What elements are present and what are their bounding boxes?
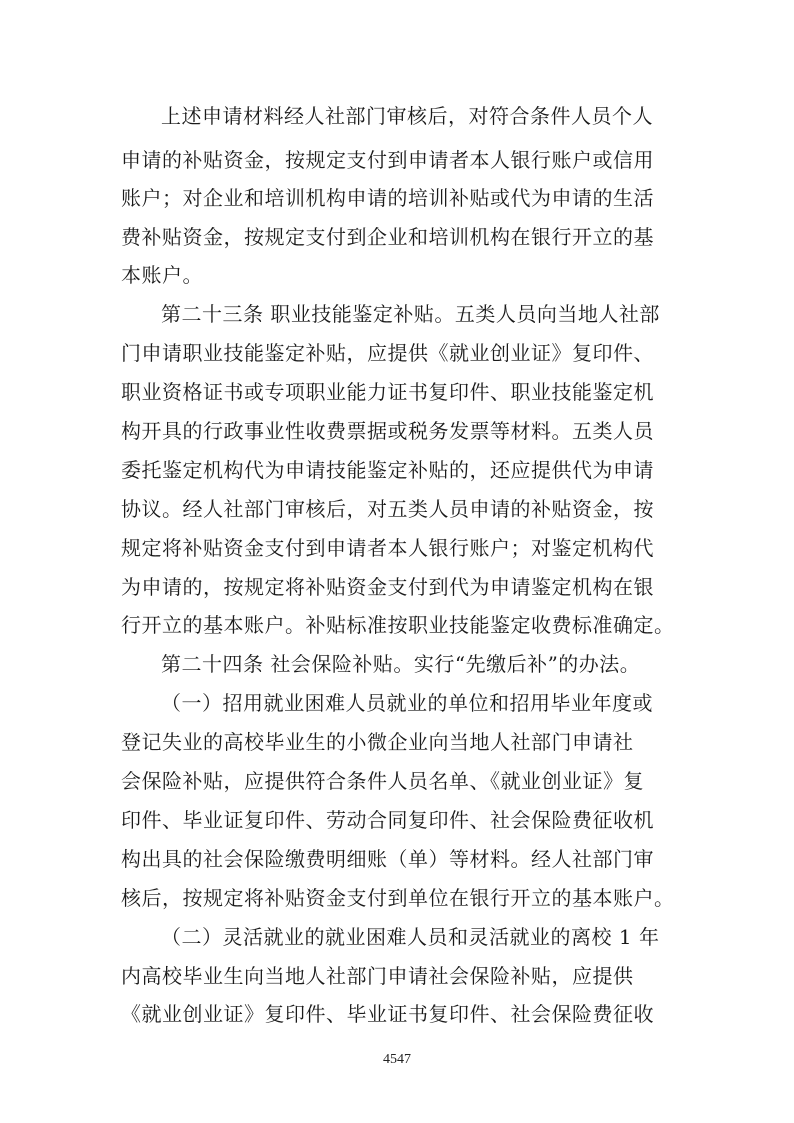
text-line: 委托鉴定机构代为申请技能鉴定补贴的，还应提供代为申请 <box>121 458 654 482</box>
text-line: 申请的补贴资金，按规定支付到申请者本人银行账户或信用 <box>121 148 654 172</box>
text-line: 构开具的行政事业性收费票据或税务发票等材料。五类人员 <box>121 419 654 443</box>
text-line: 会保险补贴，应提供符合条件人员名单、《就业创业证》复 <box>121 769 644 793</box>
text-line: 内高校毕业生向当地人社部门申请社会保险补贴，应提供 <box>121 964 634 988</box>
text-line: 职业资格证书或专项职业能力证书复印件、职业技能鉴定机 <box>121 380 654 404</box>
text-line: 账户；对企业和培训机构申请的培训补贴或代为申请的生活 <box>121 186 654 210</box>
text-line: 门申请职业技能鉴定补贴，应提供《就业创业证》复印件、 <box>121 341 654 365</box>
text-line: 行开立的基本账户。补贴标准按职业技能鉴定收费标准确定。 <box>121 613 675 637</box>
text-line: 上述申请材料经人社部门审核后，对符合条件人员个人 <box>161 104 653 128</box>
text-line: 规定将补贴资金支付到申请者本人银行账户；对鉴定机构代 <box>121 536 654 560</box>
text-line: 登记失业的高校毕业生的小微企业向当地人社部门申请社 <box>121 730 634 754</box>
text-line: 核后，按规定将补贴资金支付到单位在银行开立的基本账户。 <box>121 886 675 910</box>
text-line: （一）招用就业困难人员就业的单位和招用毕业年度或 <box>161 691 653 715</box>
text-line: 为申请的，按规定将补贴资金支付到代为申请鉴定机构在银 <box>121 575 654 599</box>
text-line: 第二十三条 职业技能鉴定补贴。五类人员向当地人社部 <box>161 302 660 326</box>
text-line: （二）灵活就业的就业困难人员和灵活就业的离校 1 年 <box>161 925 660 949</box>
text-line: 《就业创业证》复印件、毕业证书复印件、社会保险费征收 <box>121 1002 654 1026</box>
text-line: 第二十四条 社会保险补贴。实行“先缴后补”的办法。 <box>161 652 641 676</box>
text-line: 本账户。 <box>121 263 203 287</box>
text-line: 费补贴资金，按规定支付到企业和培训机构在银行开立的基 <box>121 225 654 249</box>
page-number: 4547 <box>383 1052 411 1067</box>
text-line: 协议。经人社部门审核后，对五类人员申请的补贴资金，按 <box>121 497 654 521</box>
text-line: 构出具的社会保险缴费明细账（单）等材料。经人社部门审 <box>121 847 654 871</box>
text-line: 印件、毕业证复印件、劳动合同复印件、社会保险费征收机 <box>121 808 654 832</box>
